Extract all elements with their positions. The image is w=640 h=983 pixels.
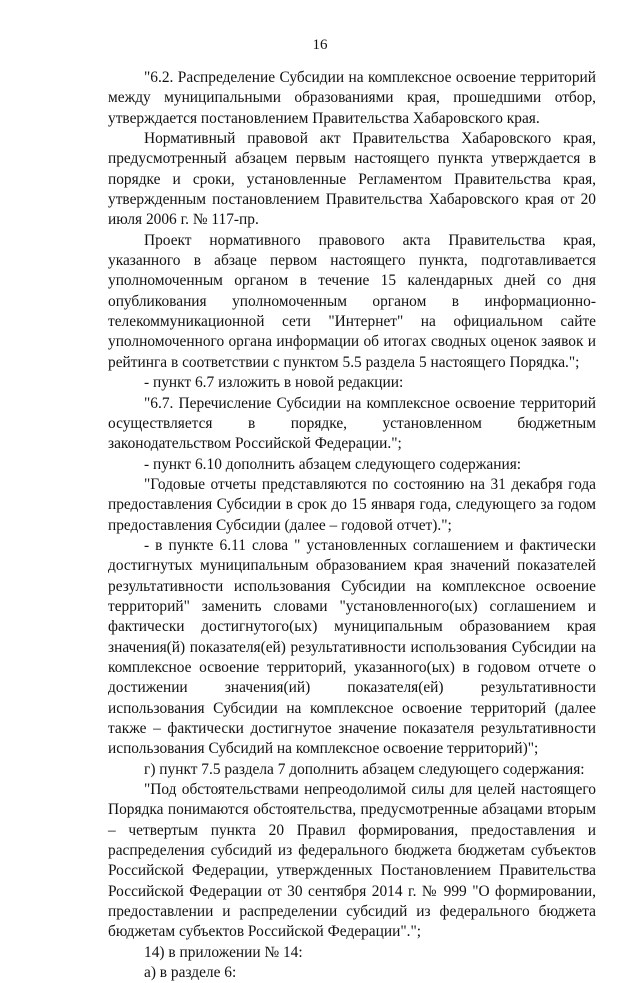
paragraph-item-6-10-instruction: - пункт 6.10 дополнить абзацем следующего содержания: — [144, 455, 522, 473]
paragraph-appendix-14: 14) в приложении № 14: — [144, 943, 303, 961]
paragraph-item-6-7-instruction: - пункт 6.7 изложить в новой редакции: — [144, 374, 404, 392]
paragraph-item-7-5-instruction: г) пункт 7.5 раздела 7 дополнить абзацем следующего содержания: — [144, 760, 585, 778]
paragraph-item-6-11: - в пункте 6.11 слова " установленных соглашением и фактически достигнутых муниципальным образованием края значений показателей результативности использования Субсидии на комплексное освоение территорий" заменить словами "установленного(ых) соглашением и фактически достигнутого(ых) муниципальным образованием края значения(й) показателя(ей) результативности использования Субсидии на комплексное освоение территорий, указанного(ых) в годовом отчете о достижении значения(ий) показателя(ей) результативности использования Субсидии на комплексное освоение территорий (далее также – фактически достигнутое значение показателя результативности использования Субсидий на комплексное освоение территорий)"; — [108, 536, 596, 758]
paragraph-force-majeure: "Под обстоятельствами непреодолимой силы для целей настоящего Порядка понимаются обстоятельства, предусмотренные абзацами вторым – четвертым пункта 20 Правил формирования, предоставления и распределения субсидий из федерального бюджета бюджетам субъектов Российской Федерации, утвержденных Постановлением Правительства Российской Федерации от 30 сентября 2014 г. № 999 "О формировании, предоставлении и распределении субсидий из федерального бюджета бюджетам субъектов Российской Федерации"."; — [108, 781, 596, 941]
page-number: 16 — [312, 37, 328, 53]
paragraph-6-2: "6.2. Распределение Субсидии на комплексное освоение территорий между муниципальными образованиями края, прошедшими отбор, утверждается постановлением Правительства Хабаровского края. — [108, 69, 596, 127]
paragraph-annual-reports: "Годовые отчеты представляются по состоянию на 31 декабря года предоставления Субсидии в срок до 15 января года, следующего за годом предоставления Субсидии (далее – годовой отчет)."; — [108, 475, 596, 534]
paragraph-normative-act: Нормативный правовой акт Правительства Хабаровского края, предусмотренный абзацем первым настоящего пункта утверждается в порядке и сроки, установленные Регламентом Правительства края, утвержденным постановлением Правительства Хабаровского края от 20 июля 2006 г. № 117-пр. — [108, 130, 596, 229]
document-body — [108, 68, 596, 983]
paragraph-6-7: "6.7. Перечисление Субсидии на комплексное освоение территорий осуществляется в порядке, установленном бюджетным законодательством Российской Федерации."; — [108, 394, 596, 453]
paragraph-section-6: а) в разделе 6: — [144, 964, 237, 982]
paragraph-draft-act: Проект нормативного правового акта Правительства края, указанного в абзаце первом настоящего пункта, подготавливается уполномоченным органом в течение 15 календарных дней со дня опубликования уполномоченным органом в информационно-телекоммуникационной сети "Интернет" на официальном сайте уполномоченного органа информации об итогах сводных оценок заявок и рейтинга в соответствии с пунктом 5.5 раздела 5 настоящего Порядка."; — [108, 231, 596, 371]
